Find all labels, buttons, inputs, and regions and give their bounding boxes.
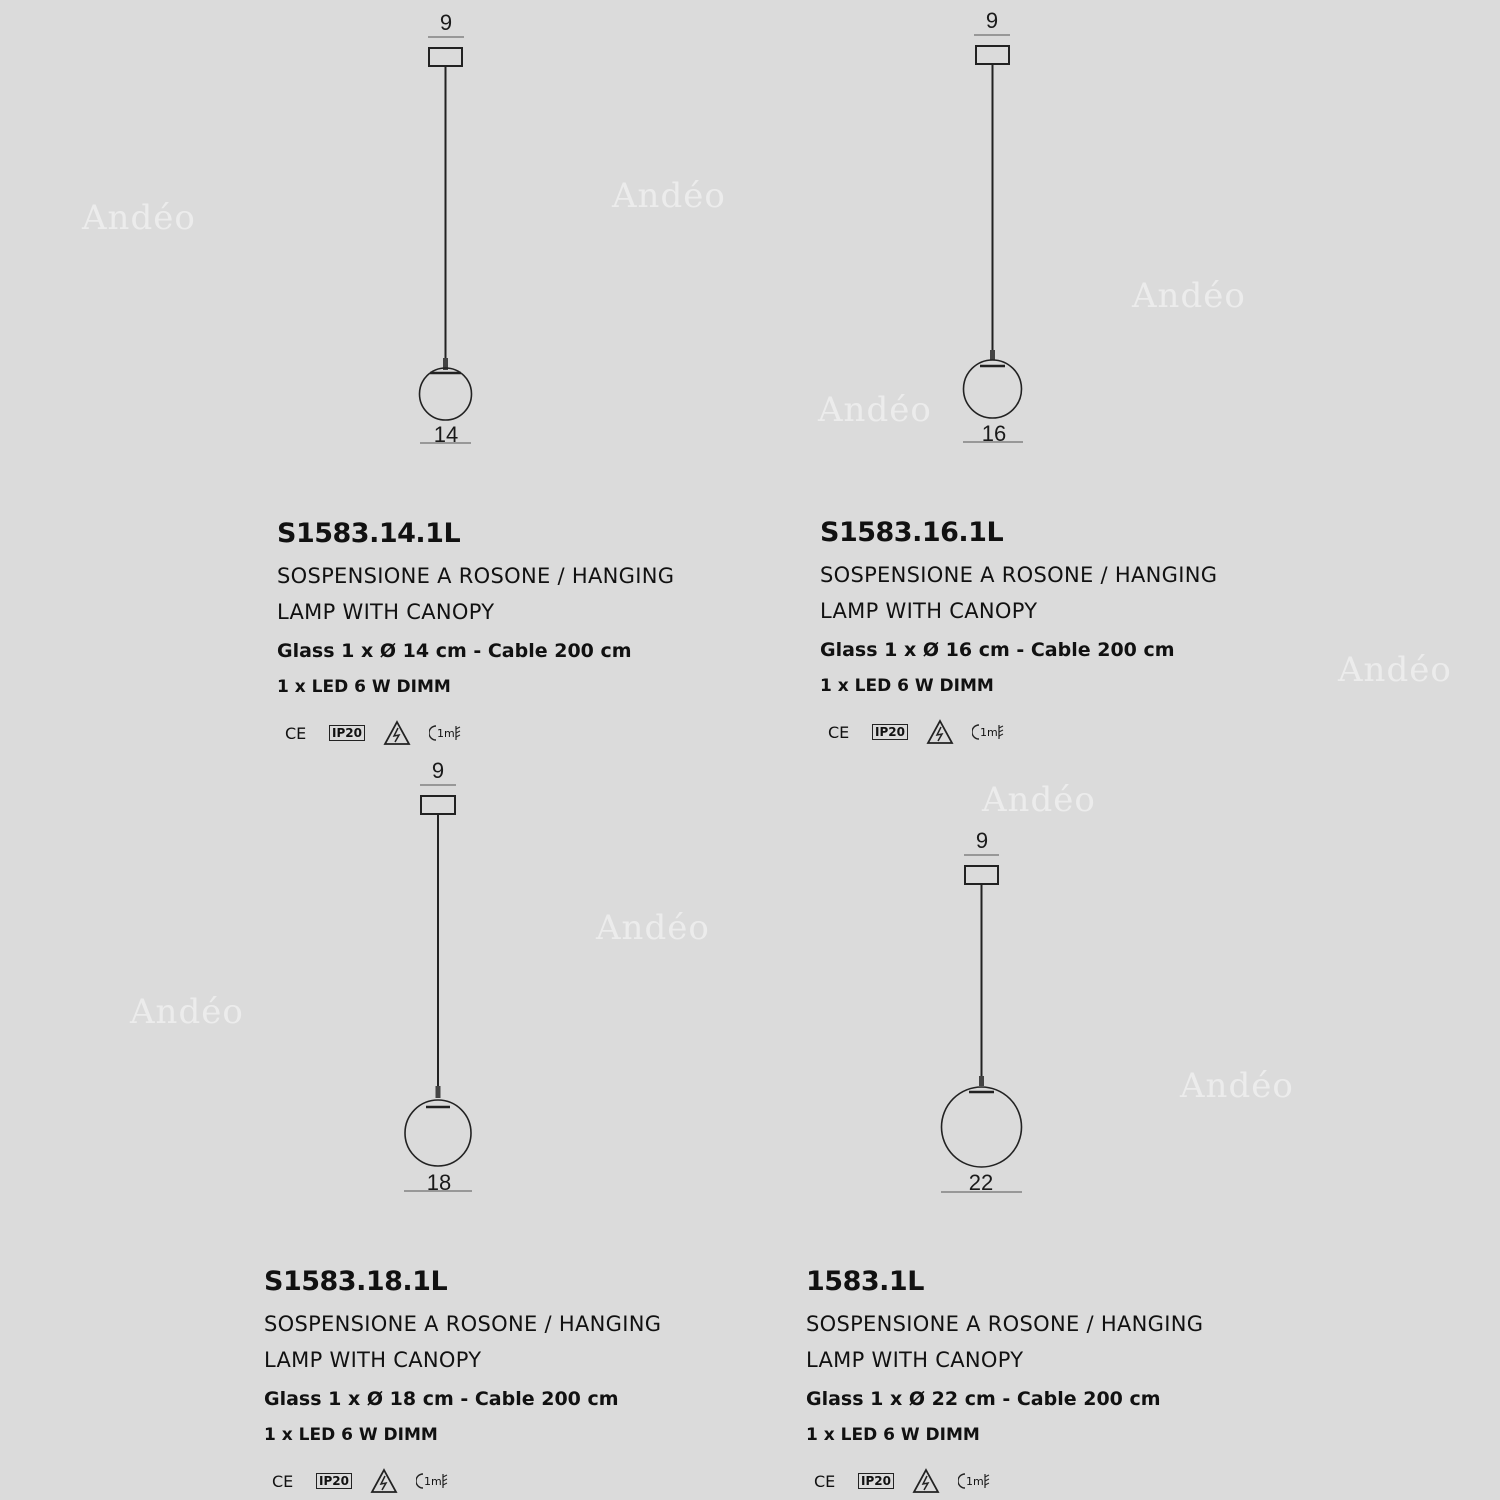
product-description-line2: LAMP WITH CANOPY — [820, 599, 1038, 623]
canopy — [965, 866, 998, 884]
electrical-warning-icon — [383, 720, 411, 746]
distance-label: 1m — [979, 725, 998, 739]
globe-diameter-label: 16 — [981, 421, 1007, 446]
canopy-width-label: 9 — [431, 758, 445, 783]
socket — [979, 1076, 984, 1086]
globe-diameter-label: 14 — [433, 422, 459, 447]
watermark-logo: Andéo — [612, 176, 726, 216]
product-spec — [820, 517, 1290, 747]
globe-diameter-label: 18 — [426, 1170, 452, 1195]
product-description-line2: LAMP WITH CANOPY — [277, 600, 495, 624]
distance-label: 1m — [423, 1474, 442, 1488]
lamp-drawing — [400, 0, 500, 450]
product-description-line1: SOSPENSIONE A ROSONE / HANGING — [277, 564, 675, 588]
ce-mark-icon: CE — [285, 723, 307, 743]
glass-globe — [420, 368, 472, 420]
watermark-logo: Andéo — [130, 992, 244, 1032]
distance-icon — [972, 724, 1004, 740]
product-description-line1: SOSPENSIONE A ROSONE / HANGING — [264, 1312, 662, 1336]
ip-rating-badge: IP20 — [872, 724, 908, 740]
distance-icon — [416, 1473, 448, 1489]
product-code: S1583.14.1L — [277, 518, 461, 549]
watermark-logo: Andéo — [1180, 1066, 1294, 1106]
canopy — [429, 48, 462, 66]
glass-spec: Glass 1 x Ø 14 cm - Cable 200 cm — [277, 640, 632, 662]
product-code: S1583.18.1L — [264, 1266, 448, 1297]
canopy — [976, 46, 1009, 64]
canopy — [421, 796, 455, 814]
watermark-logo: Andéo — [596, 908, 710, 948]
ce-mark-icon: CE — [828, 722, 850, 742]
product-spec — [806, 1266, 1276, 1496]
socket — [436, 1086, 441, 1098]
glass-globe — [942, 1087, 1022, 1167]
product-spec — [264, 1266, 734, 1496]
electrical-warning-icon — [926, 719, 954, 745]
canopy-width-label: 9 — [439, 10, 453, 35]
led-spec: 1 x LED 6 W DIMM — [264, 1425, 438, 1445]
ce-mark-icon: CE — [814, 1471, 836, 1491]
watermark-logo: Andéo — [1132, 276, 1246, 316]
ip-rating-badge: IP20 — [329, 725, 365, 741]
lamp-drawing — [935, 820, 1035, 1200]
electrical-warning-icon — [370, 1468, 398, 1494]
certification-icons — [264, 1466, 734, 1496]
distance-label: 1m — [436, 726, 455, 740]
distance-icon — [958, 1473, 990, 1489]
canopy-width-label: 9 — [985, 8, 999, 33]
watermark-logo: Andéo — [818, 390, 932, 430]
lamp-drawing — [392, 750, 492, 1200]
product-description-line1: SOSPENSIONE A ROSONE / HANGING — [820, 563, 1218, 587]
watermark-logo: Andéo — [82, 198, 196, 238]
ip-rating-badge: IP20 — [316, 1473, 352, 1489]
certification-icons — [820, 717, 1290, 747]
product-code: S1583.16.1L — [820, 517, 1004, 548]
glass-globe — [405, 1100, 471, 1166]
glass-globe — [964, 360, 1022, 418]
product-description-line2: LAMP WITH CANOPY — [264, 1348, 482, 1372]
ce-mark-icon: CE — [272, 1471, 294, 1491]
led-spec: 1 x LED 6 W DIMM — [277, 677, 451, 697]
product-code: 1583.1L — [806, 1266, 924, 1297]
canopy-width-label: 9 — [975, 828, 989, 853]
certification-icons — [277, 718, 747, 748]
glass-spec: Glass 1 x Ø 16 cm - Cable 200 cm — [820, 639, 1175, 661]
lamp-drawing — [946, 0, 1046, 450]
led-spec: 1 x LED 6 W DIMM — [820, 676, 994, 696]
glass-spec: Glass 1 x Ø 18 cm - Cable 200 cm — [264, 1388, 619, 1410]
electrical-warning-icon — [912, 1468, 940, 1494]
glass-spec: Glass 1 x Ø 22 cm - Cable 200 cm — [806, 1388, 1161, 1410]
distance-icon — [429, 725, 461, 741]
led-spec: 1 x LED 6 W DIMM — [806, 1425, 980, 1445]
certification-icons — [806, 1466, 1276, 1496]
globe-diameter-label: 22 — [968, 1170, 994, 1195]
ip-rating-badge: IP20 — [858, 1473, 894, 1489]
socket — [990, 350, 995, 360]
watermark-logo: Andéo — [982, 780, 1096, 820]
watermark-logo: Andéo — [1338, 650, 1452, 690]
product-description-line1: SOSPENSIONE A ROSONE / HANGING — [806, 1312, 1204, 1336]
product-spec — [277, 518, 747, 748]
distance-label: 1m — [965, 1474, 984, 1488]
product-description-line2: LAMP WITH CANOPY — [806, 1348, 1024, 1372]
